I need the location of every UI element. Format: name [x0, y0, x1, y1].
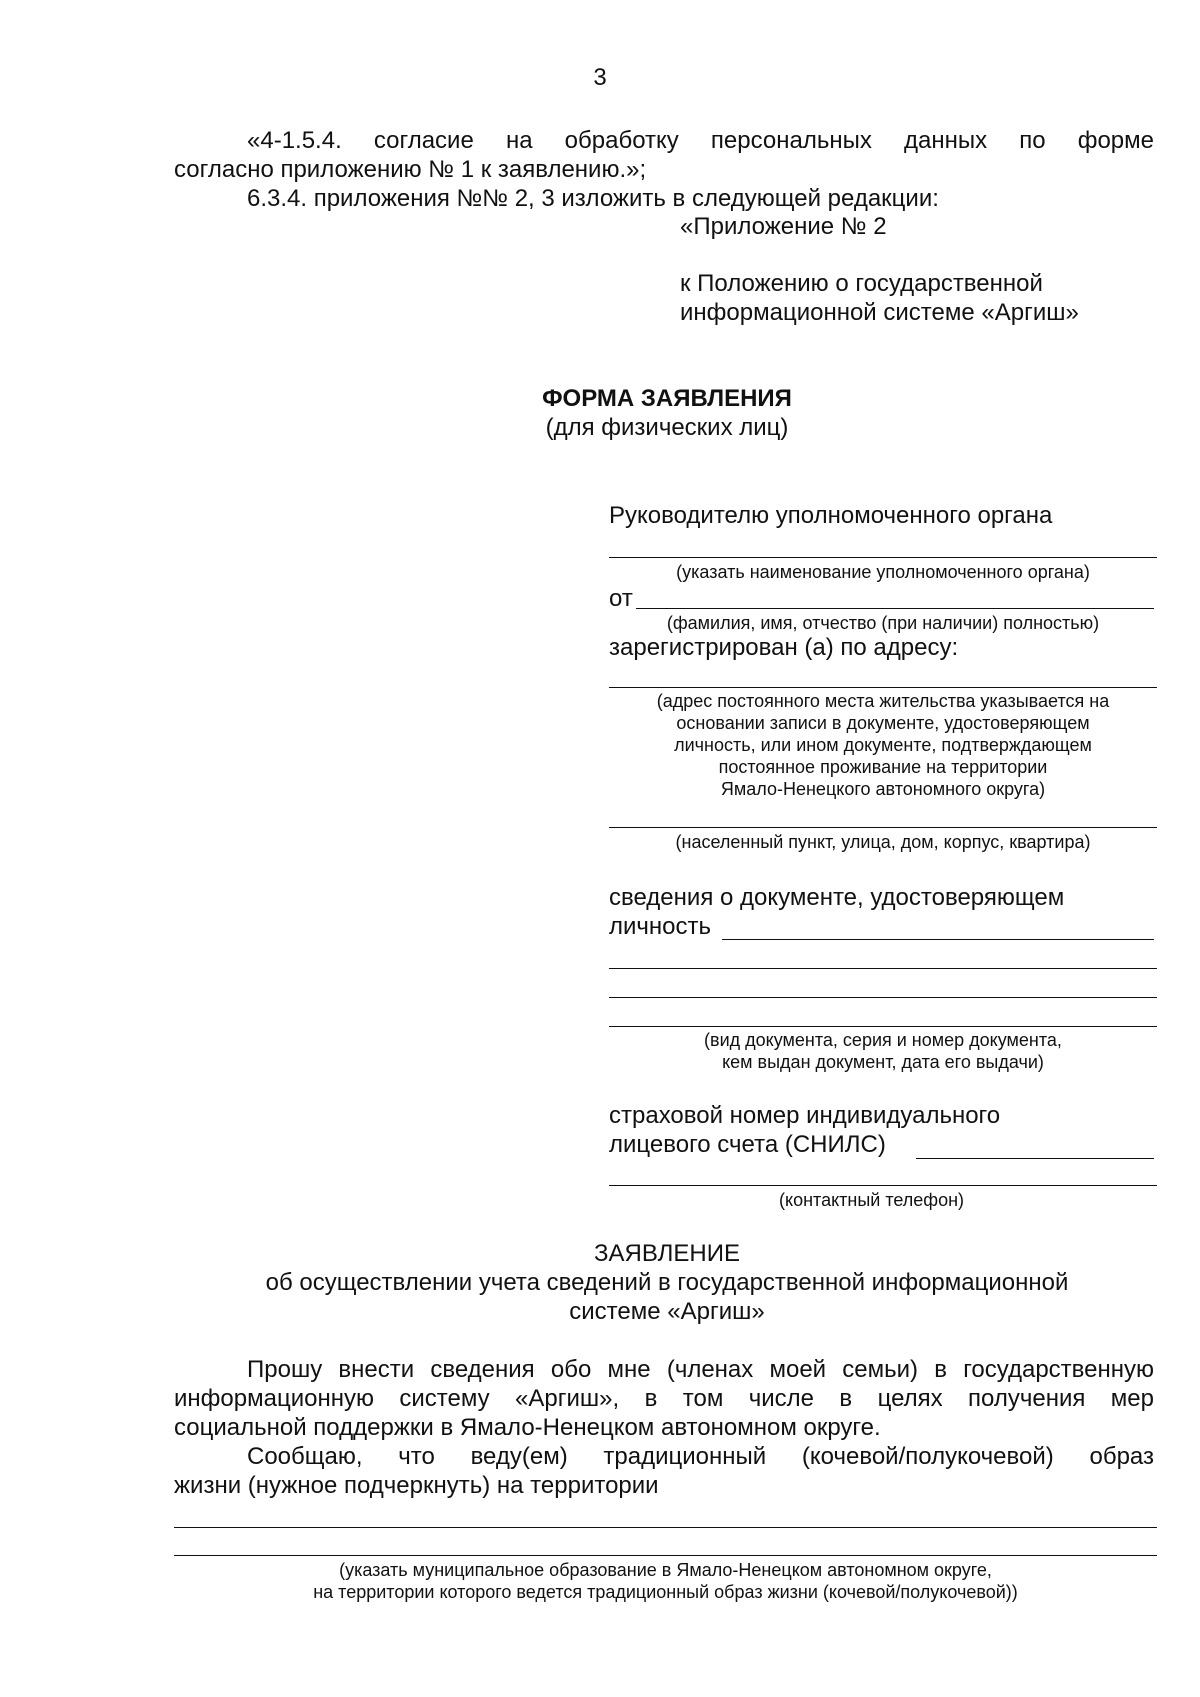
from-label: от	[609, 585, 633, 612]
address-hint-1: (адрес постоянного места жительства указывается на	[656, 691, 1110, 711]
territory-line-1	[174, 1527, 1157, 1528]
address-hint-2: основании записи в документе, удостоверяющем	[676, 713, 1090, 733]
request-paragraph-line2: информационную систему «Аргиш», в том числе в целях получения мер	[174, 1385, 1154, 1412]
id-doc-hint-1: (вид документа, серия и номер документа,	[704, 1030, 1062, 1050]
amendment-item-634: 6.3.4. приложения №№ 2, 3 изложить в следующей редакции:	[247, 185, 939, 212]
address-hint-3: личность, или ином документе, подтверждающем	[674, 735, 1092, 755]
id-doc-label-line1: сведения о документе, удостоверяющем	[609, 884, 1065, 911]
territory-line-2	[174, 1555, 1157, 1556]
name-hint: (фамилия, имя, отчество (при наличии) полностью)	[666, 613, 1100, 633]
appendix-label: «Приложение № 2	[680, 213, 887, 240]
registered-label: зарегистрирован (а) по адресу:	[609, 634, 959, 661]
snils-label-line1: страховой номер индивидуального	[609, 1102, 1001, 1129]
phone-hint: (контактный телефон)	[779, 1190, 965, 1210]
snils-label-line2: лицевого счета (СНИЛС)	[609, 1131, 886, 1158]
locality-hint: (населенный пункт, улица, дом, корпус, квартира)	[675, 832, 1091, 852]
locality-line	[609, 827, 1157, 828]
amendment-item-4154-line1: «4-1.5.4. согласие на обработку персональных данных по форме	[247, 127, 1154, 154]
id-doc-line-1	[722, 939, 1154, 940]
org-hint: (указать наименование уполномоченного органа)	[676, 562, 1090, 582]
request-paragraph-line3: социальной поддержки в Ямало-Ненецком автономном округе.	[174, 1414, 881, 1441]
applicant-name-line	[636, 608, 1154, 609]
lifestyle-paragraph-line2: жизни (нужное подчеркнуть) на территории	[174, 1472, 659, 1499]
statement-heading: ЗАЯВЛЕНИЕ	[594, 1240, 740, 1267]
address-hint-5: Ямало-Ненецкого автономного округа)	[720, 779, 1046, 799]
territory-hint-line2: на территории которого ведется традиционный образ жизни (кочевой/полукочевой))	[313, 1582, 1018, 1602]
page-number: 3	[593, 64, 607, 91]
snils-line	[916, 1158, 1154, 1159]
appendix-ref-line2: информационной системе «Аргиш»	[680, 299, 1079, 326]
request-paragraph-line1: Прошу внести сведения обо мне (членах моей семьи) в государственную	[247, 1356, 1154, 1383]
org-name-line	[609, 557, 1157, 558]
appendix-ref-line1: к Положению о государственной	[680, 270, 1043, 297]
address-line	[609, 687, 1157, 688]
form-title: ФОРМА ЗАЯВЛЕНИЯ	[542, 385, 792, 412]
territory-hint-line1: (указать муниципальное образование в Ямало-Ненецком автономном округе,	[339, 1560, 992, 1580]
id-doc-line-4	[609, 1026, 1157, 1027]
id-doc-line-3	[609, 997, 1157, 998]
address-hint-4: постоянное проживание на территории	[718, 757, 1048, 777]
statement-subject-line2: системе «Аргиш»	[569, 1298, 765, 1325]
form-subtitle: (для физических лиц)	[545, 414, 789, 441]
id-doc-hint-2: кем выдан документ, дата его выдачи)	[722, 1052, 1044, 1072]
amendment-item-4154-line2: согласно приложению № 1 к заявлению.»;	[174, 156, 647, 183]
id-doc-line-2	[609, 968, 1157, 969]
phone-line	[609, 1185, 1157, 1186]
addressee-to: Руководителю уполномоченного органа	[609, 502, 1053, 529]
statement-subject-line1: об осуществлении учета сведений в государственной информационной	[265, 1269, 1069, 1296]
id-doc-label-line2: личность	[609, 913, 712, 940]
lifestyle-paragraph-line1: Сообщаю, что веду(ем) традиционный (кочевой/полукочевой) образ	[247, 1443, 1154, 1470]
